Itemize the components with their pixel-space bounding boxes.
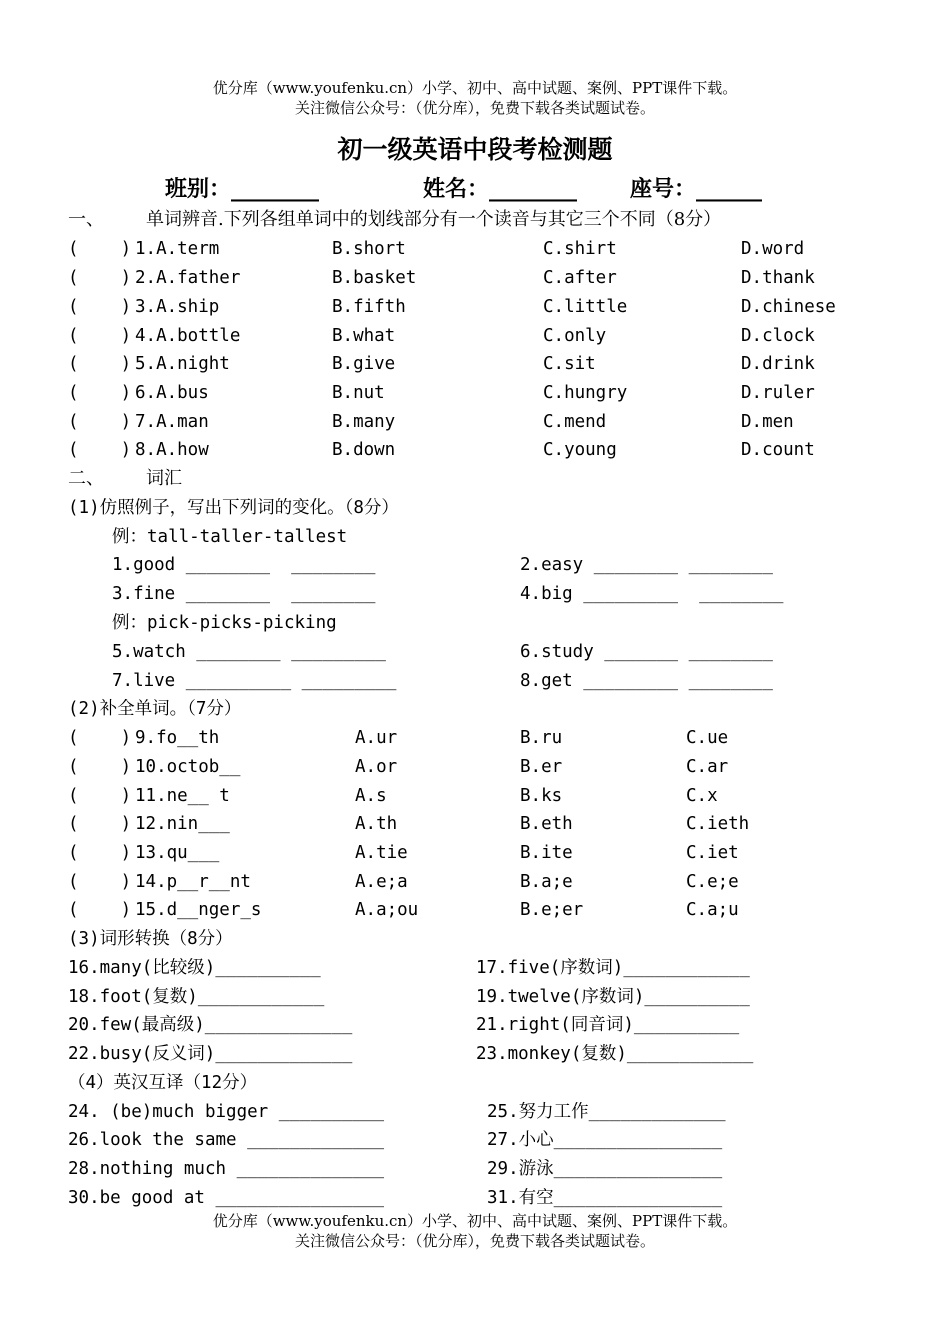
part3-item[interactable]: 22.busy(反义词)_____________ [68, 1044, 353, 1064]
option-b: B.eth [520, 814, 573, 834]
answer-blank[interactable]: ( ) [68, 900, 132, 920]
option-b: B.down [332, 440, 396, 460]
part1-item[interactable]: 6.study _______ ________ [520, 642, 773, 662]
option-b: B.nut [332, 383, 385, 403]
option-a: 5.A.night [135, 354, 230, 374]
part4-item[interactable]: 27.小心________________ [487, 1130, 723, 1150]
part1-example-2: 例：pick-picks-picking [112, 613, 337, 633]
class-field: 班别：________ [165, 177, 320, 202]
option-c: C.shirt [543, 239, 617, 259]
option-c: C.young [543, 440, 617, 460]
option-c: C.ue [686, 728, 729, 748]
option-a: A.ur [355, 728, 398, 748]
answer-blank[interactable]: ( ) [68, 440, 132, 460]
option-b: B.ks [520, 786, 563, 806]
option-d: D.ruler [741, 383, 815, 403]
option-d: D.clock [741, 326, 815, 346]
part4-item[interactable]: 25.努力工作_____________ [487, 1102, 726, 1122]
answer-blank[interactable]: ( ) [68, 814, 132, 834]
option-b: B.short [332, 239, 406, 259]
option-b: B.basket [332, 268, 417, 288]
answer-blank[interactable]: ( ) [68, 786, 132, 806]
part3-item[interactable]: 16.many(比较级)__________ [68, 958, 321, 978]
section2-title: 词汇 [146, 468, 182, 489]
question: 15.d__nger_s [135, 900, 262, 920]
part4-item[interactable]: 26.look the same _____________ [68, 1130, 385, 1150]
part4-item[interactable]: 24. (be)much bigger __________ [68, 1102, 385, 1122]
part1-item[interactable]: 1.good ________ ________ [112, 555, 376, 575]
answer-blank[interactable]: ( ) [68, 297, 132, 317]
option-c: C.little [543, 297, 628, 317]
answer-blank[interactable]: ( ) [68, 728, 132, 748]
option-a: A.tie [355, 843, 408, 863]
option-b: B.fifth [332, 297, 406, 317]
option-c: C.after [543, 268, 617, 288]
section1-number: 一、 [68, 209, 104, 230]
question: 13.qu___ [135, 843, 220, 863]
question: 12.nin___ [135, 814, 230, 834]
answer-blank[interactable]: ( ) [68, 843, 132, 863]
option-a: A.e;a [355, 872, 408, 892]
option-c: C.only [543, 326, 607, 346]
answer-blank[interactable]: ( ) [68, 268, 132, 288]
option-a: A.s [355, 786, 387, 806]
option-b: B.give [332, 354, 396, 374]
answer-blank[interactable]: ( ) [68, 383, 132, 403]
header-line-2: 关注微信公众号：（优分库），免费下载各类试题试卷。 [294, 99, 655, 117]
option-a: A.or [355, 757, 398, 777]
option-b: B.e;er [520, 900, 584, 920]
option-b: B.ru [520, 728, 563, 748]
part1-title: (1)仿照例子，写出下列词的变化。（8分） [68, 498, 399, 518]
option-d: D.men [741, 412, 794, 432]
part1-item[interactable]: 3.fine ________ ________ [112, 584, 376, 604]
option-d: D.drink [741, 354, 815, 374]
question: 14.p__r__nt [135, 872, 251, 892]
seat-field: 座号：______ [630, 177, 763, 202]
answer-blank[interactable]: ( ) [68, 354, 132, 374]
option-a: 7.A.man [135, 412, 209, 432]
question: 10.octob__ [135, 757, 241, 777]
part4-item[interactable]: 29.游泳________________ [487, 1159, 723, 1179]
part3-item[interactable]: 18.foot(复数)____________ [68, 987, 325, 1007]
option-c: C.e;e [686, 872, 739, 892]
part1-item[interactable]: 5.watch ________ _________ [112, 642, 386, 662]
part1-item[interactable]: 4.big _________ ________ [520, 584, 784, 604]
option-a: A.a;ou [355, 900, 419, 920]
option-c: C.hungry [543, 383, 628, 403]
option-c: C.ieth [686, 814, 750, 834]
option-c: C.a;u [686, 900, 739, 920]
option-c: C.iet [686, 843, 739, 863]
option-b: B.a;e [520, 872, 573, 892]
part4-item[interactable]: 28.nothing much ______________ [68, 1159, 385, 1179]
header-line-1: 优分库（www.youfenku.cn）小学、初中、高中试题、案例、PPT课件下载。 [212, 79, 738, 97]
option-a: 2.A.father [135, 268, 241, 288]
option-b: B.what [332, 326, 396, 346]
section2-number: 二、 [68, 468, 104, 489]
option-d: D.word [741, 239, 805, 259]
part1-example-1: 例：tall-taller-tallest [112, 527, 348, 547]
option-a: 3.A.ship [135, 297, 220, 317]
part3-item[interactable]: 20.few(最高级)______________ [68, 1015, 353, 1035]
part4-title: （4）英汉互译（12分） [68, 1073, 258, 1093]
option-a: 4.A.bottle [135, 326, 241, 346]
option-c: C.sit [543, 354, 596, 374]
footer-line-1: 优分库（www.youfenku.cn）小学、初中、高中试题、案例、PPT课件下载。 [212, 1212, 738, 1230]
option-b: B.er [520, 757, 563, 777]
option-a: 8.A.how [135, 440, 209, 460]
option-c: C.x [686, 786, 718, 806]
answer-blank[interactable]: ( ) [68, 326, 132, 346]
option-a: 1.A.term [135, 239, 220, 259]
answer-blank[interactable]: ( ) [68, 757, 132, 777]
part3-item[interactable]: 23.monkey(复数)____________ [476, 1044, 754, 1064]
part3-title: (3)词形转换（8分） [68, 929, 233, 949]
option-c: C.ar [686, 757, 729, 777]
part1-item[interactable]: 7.live __________ _________ [112, 671, 397, 691]
section1-title: 单词辨音.下列各组单词中的划线部分有一个读音与其它三个不同（8分） [146, 209, 722, 230]
option-c: C.mend [543, 412, 607, 432]
answer-blank[interactable]: ( ) [68, 872, 132, 892]
answer-blank[interactable]: ( ) [68, 412, 132, 432]
option-d: D.chinese [741, 297, 836, 317]
part2-title: (2)补全单词。（7分） [68, 699, 242, 719]
option-b: B.ite [520, 843, 573, 863]
part3-item[interactable]: 19.twelve(序数词)__________ [476, 987, 750, 1007]
option-d: D.thank [741, 268, 815, 288]
option-a: 6.A.bus [135, 383, 209, 403]
option-b: B.many [332, 412, 396, 432]
page-title: 初一级英语中段考检测题 [337, 135, 613, 164]
footer-line-2: 关注微信公众号：（优分库），免费下载各类试题试卷。 [294, 1232, 655, 1250]
part4-item[interactable]: 30.be good at ________________ [68, 1188, 385, 1208]
part3-item[interactable]: 21.right(同音词)__________ [476, 1015, 740, 1035]
part1-item[interactable]: 8.get _________ ________ [520, 671, 773, 691]
question: 9.fo__th [135, 728, 220, 748]
part4-item[interactable]: 31.有空________________ [487, 1188, 723, 1208]
part3-item[interactable]: 17.five(序数词)____________ [476, 958, 750, 978]
question: 11.ne__ t [135, 786, 230, 806]
answer-blank[interactable]: ( ) [68, 239, 132, 259]
part1-item[interactable]: 2.easy ________ ________ [520, 555, 773, 575]
option-d: D.count [741, 440, 815, 460]
name-field: 姓名：________ [423, 177, 578, 202]
option-a: A.th [355, 814, 398, 834]
